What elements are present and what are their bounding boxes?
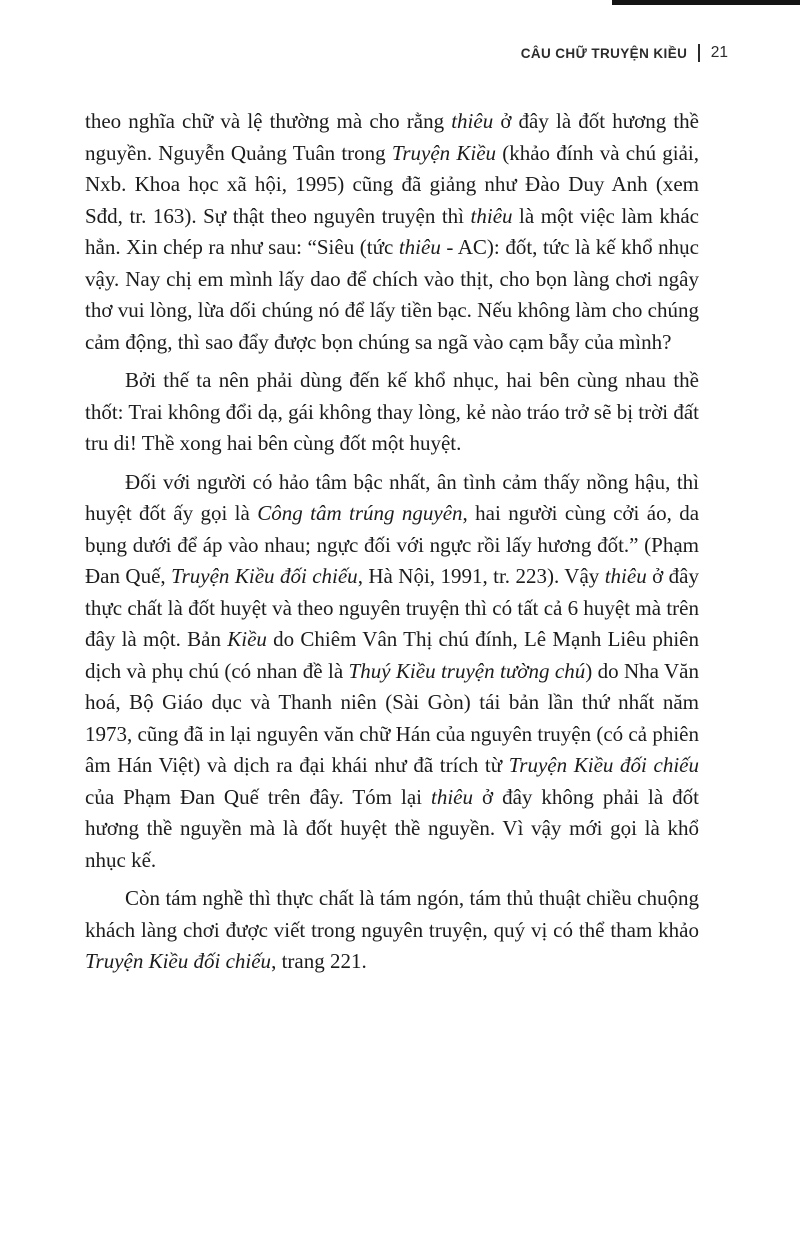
text-run: theo nghĩa chữ và lệ thường mà cho rằng <box>85 109 452 133</box>
text-run: là một việc làm khác hẳn. Xin chép ra như sau: “Siêu (tức <box>85 203 700 259</box>
italic-text-run: thiêu <box>604 564 647 588</box>
text-run: - AC): đốt, tức là kế khổ nhục vậy. Nay chị em mình lấy dao để chích vào thịt, cho bọn làng chơi ngây thơ vui lòng, lừa dối chúng nó để lấy tiền bạc. Nếu không làm cho chúng cảm động, thì sao đẩy được bọn chúng sa ngã vào cạm bẫy của mình? <box>85 235 699 354</box>
text-run: Đối với người có hảo tâm bậc nhất, ân tình cảm thấy nồng hậu, thì huyệt đốt ấy gọi là <box>85 469 699 525</box>
page-number: 21 <box>710 44 728 61</box>
text-run: (khảo đính và chú giải, Nxb. Khoa học xã hội, 1995) cũng đã giảng như Đào Duy Anh (xem Sđd, tr. 163). Sự thật theo nguyên truyện thì <box>85 140 699 228</box>
text-run: ở đây thực chất là đốt huyệt và theo nguyên truyện thì có tất cả 6 huyệt mà trên đây là một. Bản <box>85 564 699 651</box>
italic-text-run: Công tâm trúng nguyên <box>257 501 463 525</box>
italic-text-run: Thuý Kiều truyện tường chú <box>348 658 586 683</box>
paragraph <box>85 467 699 877</box>
italic-text-run: thiêu <box>431 784 473 809</box>
text-run: Bởi thế ta nên phải dùng đến kế khổ nhục, hai bên cùng nhau thề thốt: Trai không đổi dạ, gái không thay lòng, kẻ nào tráo trở sẽ bị trời đất tru di! Thề xong hai bên cùng đốt một huyệt. <box>85 368 699 455</box>
text-run: , Hà Nội, 1991, tr. 223). Vậy <box>357 564 605 588</box>
header-divider <box>698 44 700 62</box>
italic-text-run: Truyện Kiều <box>391 140 497 165</box>
italic-text-run: thiêu <box>470 203 513 228</box>
text-run: , trang 221. <box>271 949 367 973</box>
scan-edge-strip <box>612 0 800 5</box>
paragraph <box>85 365 699 460</box>
italic-text-run: Truyện Kiều đối chiếu <box>171 564 358 588</box>
paragraph <box>85 883 699 978</box>
text-run: do Chiêm Vân Thị chú đính, Lê Mạnh Liêu phiên dịch và phụ chú (có nhan đề là <box>85 627 699 683</box>
text-run: Còn tám nghề thì thực chất là tám ngón, tám thủ thuật chiều chuộng khách làng chơi được viết trong nguyên truyện, quý vị có thể tham khảo <box>85 886 699 942</box>
paragraph <box>85 106 699 358</box>
text-run: ở đây là đốt hương thề nguyền. Nguyễn Quảng Tuân trong <box>85 109 699 165</box>
page-body <box>85 106 699 985</box>
text-run: của Phạm Đan Quế trên đây. Tóm lại <box>85 784 431 809</box>
text-run: ở đây không phải là đốt hương thề nguyền mà là đốt huyệt thề nguyền. Vì vậy mới gọi là khổ nhục kế. <box>85 784 700 872</box>
page-header <box>521 44 728 62</box>
italic-text-run: Kiều <box>227 627 267 651</box>
text-run: , hai người cùng cởi áo, da bụng dưới để áp vào nhau; ngực đối với ngực rồi lấy hương đốt.” (Phạm Đan Quế, <box>85 501 700 588</box>
italic-text-run: Truyện Kiều đối chiếu <box>85 949 272 973</box>
running-header-title: CÂU CHỮ TRUYỆN KIỀU <box>520 45 688 61</box>
text-run: ) do Nha Văn hoá, Bộ Giáo dục và Thanh niên (Sài Gòn) tái bản lần thứ nhất năm 1973, cũng đã in lại nguyên văn chữ Hán của nguyên truyện (có cả phiên âm Hán Việt) và dịch ra đại khái như đã trích từ <box>85 658 699 777</box>
italic-text-run: Truyện Kiều đối chiếu <box>508 753 699 777</box>
italic-text-run: thiêu <box>451 109 494 133</box>
italic-text-run: thiêu <box>398 235 441 259</box>
